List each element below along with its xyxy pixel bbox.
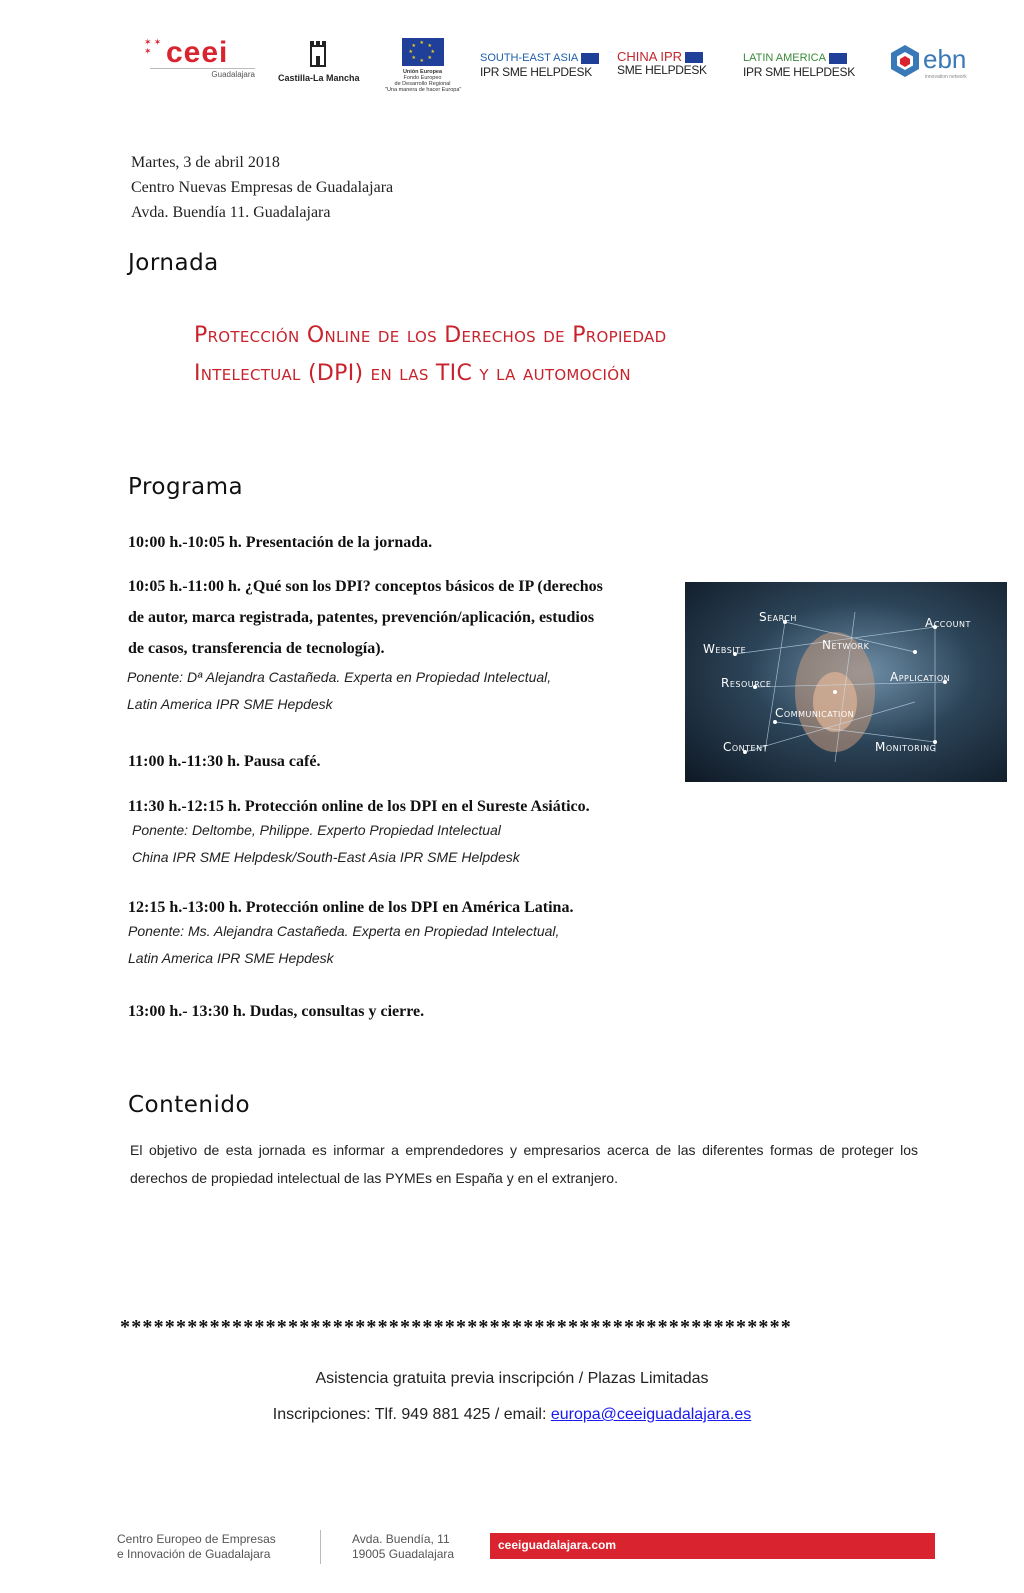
eu-title: Unión Europea	[402, 69, 443, 75]
footer-org-line1: Centro Europeo de Empresas	[117, 1532, 276, 1546]
inscripciones-line	[0, 1406, 1024, 1424]
program-item-5-speaker2: Latin America IPR SME Hepdesk	[128, 950, 334, 966]
image-word-communication: Communication	[775, 706, 855, 720]
program-item-6: 13:00 h.- 13:30 h. Dudas, consultas y cierre.	[128, 1003, 425, 1020]
image-word-network: Network	[822, 638, 870, 652]
latam-line1: LATIN AMERICA	[743, 52, 855, 65]
eu-mini-flag-icon	[829, 53, 847, 64]
address-street: Avda. Buendía 11. Guadalajara	[131, 204, 331, 221]
event-title	[194, 317, 914, 393]
program-item-2-line3: de casos, transferencia de tecnología).	[128, 640, 385, 657]
eu-mini-flag-icon	[685, 52, 703, 63]
contenido-heading: Contenido	[128, 1092, 251, 1118]
image-word-resource: Resource	[721, 676, 772, 690]
address-venue: Centro Nuevas Empresas de Guadalajara	[131, 179, 394, 196]
eu-mini-flag-icon	[581, 53, 599, 64]
network-concept-image	[685, 582, 1007, 782]
footer-divider	[320, 1530, 321, 1564]
programa-heading: Programa	[128, 474, 244, 500]
program-item-2-speaker1: Ponente: Dª Alejandra Castañeda. Experta en Propiedad Intelectual,	[127, 669, 552, 685]
image-word-content: Content	[723, 740, 768, 754]
contenido-paragraph: El objetivo de esta jornada es informar a emprendedores y empresarios acerca de las diferentes formas de proteger los derechos de propiedad intelectual de las PYMEs en España y en el extranjero.	[130, 1142, 918, 1186]
castilla-la-mancha-text: Castilla-La Mancha	[278, 73, 360, 83]
program-item-4	[128, 797, 688, 871]
footer-address-line1: Avda. Buendía, 11	[352, 1532, 450, 1546]
latin-america-helpdesk-logo	[743, 52, 855, 112]
south-east-asia-helpdesk-logo	[480, 52, 599, 112]
address-date: Martes, 3 de abril 2018	[131, 154, 280, 171]
eu-flag-icon: ★ ★ ★ ★ ★ ★ ★ ★	[402, 38, 444, 66]
program-item-1: 10:00 h.-10:05 h. Presentación de la jornada.	[128, 534, 433, 551]
image-word-website: Website	[703, 642, 747, 656]
eu-line2: Fondo Europeo	[403, 75, 442, 81]
ebn-logo	[889, 44, 989, 104]
footer-website-link[interactable]: ceeiguadalajara.com	[498, 1538, 617, 1552]
program-item-2	[128, 571, 678, 718]
castle-icon	[308, 38, 328, 68]
footer-org-line2: e Innovación de Guadalajara	[117, 1547, 271, 1561]
jornada-heading: Jornada	[128, 250, 219, 276]
program-item-4-line: 11:30 h.-12:15 h. Protección online de los DPI en el Sureste Asiático.	[128, 798, 590, 815]
image-word-monitoring: Monitoring	[875, 740, 937, 754]
china-line2: SME HELPDESK	[617, 63, 707, 78]
event-title-line1: Protección Online de los Derechos de Propiedad	[194, 323, 667, 348]
stars-icon: ✶ ✶ ✶	[144, 37, 162, 56]
footer-address	[352, 1532, 454, 1562]
email-link[interactable]: europa@ceeiguadalajara.es	[550, 1406, 752, 1423]
eu-line4: "Una manera de hacer Europa"	[385, 87, 462, 93]
ebn-word: ebn	[923, 44, 967, 74]
program-item-5-line: 12:15 h.-13:00 h. Protección online de los DPI en América Latina.	[128, 899, 574, 916]
program-item-2-line1: 10:05 h.-11:00 h. ¿Qué son los DPI? conceptos básicos de IP (derechos	[128, 578, 603, 595]
program-item-2-line2: de autor, marca registrada, patentes, prevención/aplicación, estudios	[128, 609, 595, 626]
eu-line3: de Desarrollo Regional	[394, 81, 451, 87]
sea-line2: IPR SME HELPDESK	[480, 65, 592, 79]
program-item-5	[128, 898, 688, 972]
latam-line2: IPR SME HELPDESK	[743, 65, 855, 79]
footer-address-line2: 19005 Guadalajara	[352, 1547, 455, 1561]
image-word-search: Search	[759, 610, 797, 624]
ceei-logo-word: ceei	[166, 36, 229, 69]
program-item-3: 11:00 h.-11:30 h. Pausa café.	[128, 753, 321, 770]
inscripciones-label: Inscripciones: Tlf. 949 881 425 / email:	[272, 1406, 551, 1423]
sea-line1: SOUTH-EAST ASIA	[480, 52, 599, 65]
ebn-hexagon-icon	[889, 44, 921, 78]
image-word-account: Account	[925, 616, 971, 630]
program-item-4-speaker2: China IPR SME Helpdesk/South-East Asia IPR SME Helpdesk	[132, 849, 520, 865]
program-item-4-speaker1: Ponente: Deltombe, Philippe. Experto Propiedad Intelectual	[132, 822, 501, 838]
program-item-5-speaker1: Ponente: Ms. Alejandra Castañeda. Experta en Propiedad Intelectual,	[128, 923, 560, 939]
china-helpdesk-logo	[617, 50, 707, 110]
stars-divider: ************************************************************	[120, 1316, 792, 1338]
program-item-2-speaker2: Latin America IPR SME Hepdesk	[127, 696, 333, 712]
china-line1: CHINA IPR	[617, 50, 707, 63]
eu-logo	[385, 38, 460, 98]
footer-org	[117, 1532, 276, 1562]
ebn-sub: innovation network	[925, 74, 967, 80]
ceei-logo	[144, 36, 255, 98]
event-title-line2: Intelectual (DPI) en las TIC y la automoción	[194, 361, 631, 386]
event-address	[131, 150, 393, 225]
asistencia-text: Asistencia gratuita previa inscripción / Plazas Limitadas	[315, 1370, 709, 1387]
image-word-application: Application	[890, 670, 951, 684]
castilla-la-mancha-logo	[278, 38, 358, 98]
ceei-logo-sub: Guadalajara	[150, 68, 255, 79]
